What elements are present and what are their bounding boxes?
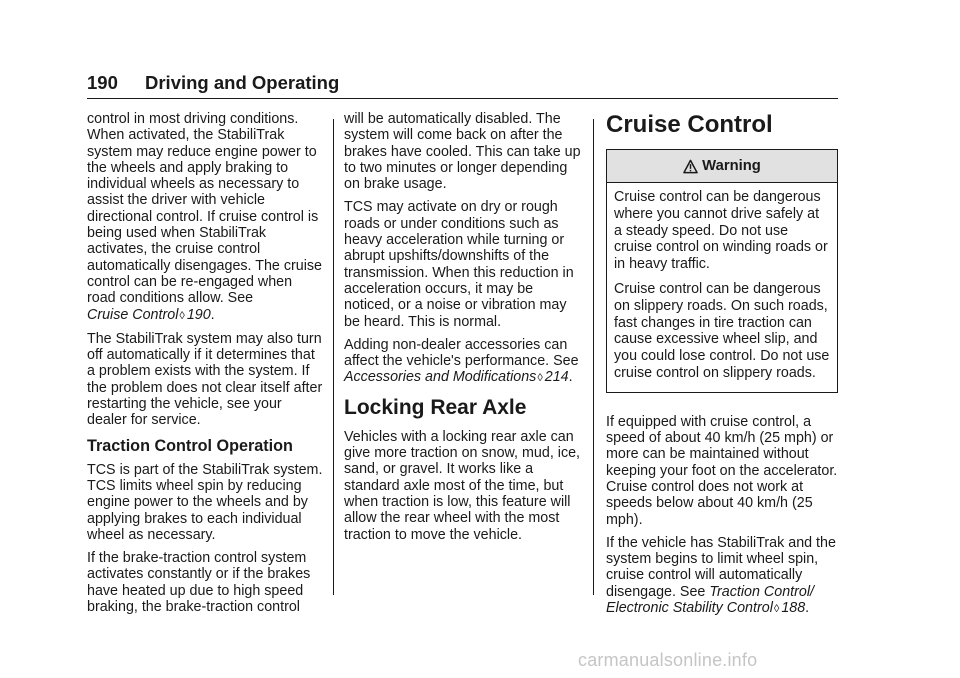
paragraph: TCS is part of the StabiliTrak system. TCS limits wheel spin by reducing engine power to the wheels and by applying brakes to each individual wheel as necessary. bbox=[87, 461, 323, 543]
paragraph: If the brake-traction control system activates constantly or if the brakes have heated up due to high speed braking, the brake-traction control bbox=[87, 550, 311, 616]
paragraph: Adding non-dealer accessories can affect the vehicle's performance. See Accessories and Modifications◊ 214. bbox=[344, 336, 579, 386]
cross-reference-link[interactable]: Cruise Control bbox=[87, 306, 179, 323]
cross-reference-link[interactable]: Traction Control/ Electronic Stability Control bbox=[606, 583, 814, 617]
warning-body bbox=[607, 183, 837, 392]
cross-reference-link[interactable]: Accessories and Modifications bbox=[344, 369, 537, 386]
page-ref-icon: ◊ bbox=[773, 603, 780, 616]
heading-locking-rear-axle: Locking Rear Axle bbox=[344, 395, 527, 419]
page-ref-number: 190 bbox=[186, 306, 211, 323]
paragraph-text: Adding non-dealer accessories can affect the vehicle's performance. See bbox=[344, 336, 579, 370]
page-ref-icon: ◊ bbox=[537, 372, 543, 385]
column-middle bbox=[344, 111, 584, 550]
warning-triangle-icon bbox=[683, 159, 698, 174]
heading-cruise-control: Cruise Control bbox=[606, 111, 773, 138]
warning-box bbox=[606, 149, 838, 393]
paragraph: TCS may activate on dry or rough roads or under conditions such as heavy acceleration while turning or abrupt upshifts/downshifts of the transmission. When this reduction in acceleration occurs, it may be noticed, or a noise or vibration may be heard. This is normal. bbox=[344, 199, 574, 330]
warning-header bbox=[607, 150, 837, 183]
column-divider bbox=[333, 119, 334, 595]
paragraph: Vehicles with a locking rear axle can give more traction on snow, mud, ice, sand, or gravel. It works like a standard axle most of the time, but when traction is low, this feature will allow the rear wheel with the most traction to move the vehicle. bbox=[344, 428, 581, 543]
page-ref-number: 214 bbox=[544, 369, 569, 386]
page-header bbox=[87, 70, 838, 99]
section-title: Driving and Operating bbox=[145, 72, 340, 93]
warning-paragraph: Cruise control can be dangerous where you cannot drive safely at a steady speed. Do not use cruise control on winding roads or in heavy traffic. bbox=[614, 189, 828, 273]
page-ref-icon: ◊ bbox=[179, 309, 185, 322]
paragraph: If equipped with cruise control, a speed of about 40 km/h (25 mph) or more can be maintained without keeping your foot on the accelerator. Cruise control does not work at speeds below about 40 km/h (25 mph). bbox=[606, 413, 838, 528]
warning-paragraph: Cruise control can be dangerous on slippery roads. On such roads, fast changes in tire traction can cause excessive wheel slip, and you could lose control. Do not use cruise control on slippery roads. bbox=[614, 280, 830, 381]
warning-title: Warning bbox=[702, 157, 761, 174]
page-ref-number: 188 bbox=[781, 600, 806, 617]
paragraph: The StabiliTrak system may also turn off automatically if it determines that a problem exists with the system. If the problem does not clear itself after restarting the vehicle, see your dealer for service. bbox=[87, 330, 323, 429]
paragraph: control in most driving conditions. When activated, the StabiliTrak system may reduce engine power to the wheels and apply braking to individual wheels as necessary to assist the driver with vehicle directional control. If cruise control is being used when StabiliTrak activates, the cruise control automatically disengages. The cruise control can be re-engaged when road conditions allow. See Cruise Control◊ 190. bbox=[87, 111, 322, 323]
column-divider bbox=[593, 119, 594, 595]
paragraph-text: If the vehicle has StabiliTrak and the system begins to limit wheel spin, cruise control will automatically disengage. See bbox=[606, 534, 836, 600]
paragraph: will be automatically disabled. The system will come back on after the brakes have cooled. This can take up to two minutes or longer depending on brake usage. bbox=[344, 111, 581, 193]
paragraph: If the vehicle has StabiliTrak and the system begins to limit wheel spin, cruise control will automatically disengage. See Traction Control/ Electronic Stability Control◊ 188. bbox=[606, 534, 836, 617]
heading-traction-control: Traction Control Operation bbox=[87, 436, 293, 455]
column-right bbox=[606, 111, 839, 624]
watermark: carmanualsonline.info bbox=[578, 650, 758, 670]
page-number: 190 bbox=[87, 72, 118, 93]
column-left bbox=[87, 111, 323, 622]
paragraph-text: control in most driving conditions. When activated, the StabiliTrak system may reduce engine power to the wheels and apply braking to individual wheels as necessary to assist the driver with vehicle directional control. If cruise control is being used when StabiliTrak activates, the cruise control automatically disengages. The cruise control can be re-engaged when road conditions allow. See bbox=[87, 111, 322, 307]
